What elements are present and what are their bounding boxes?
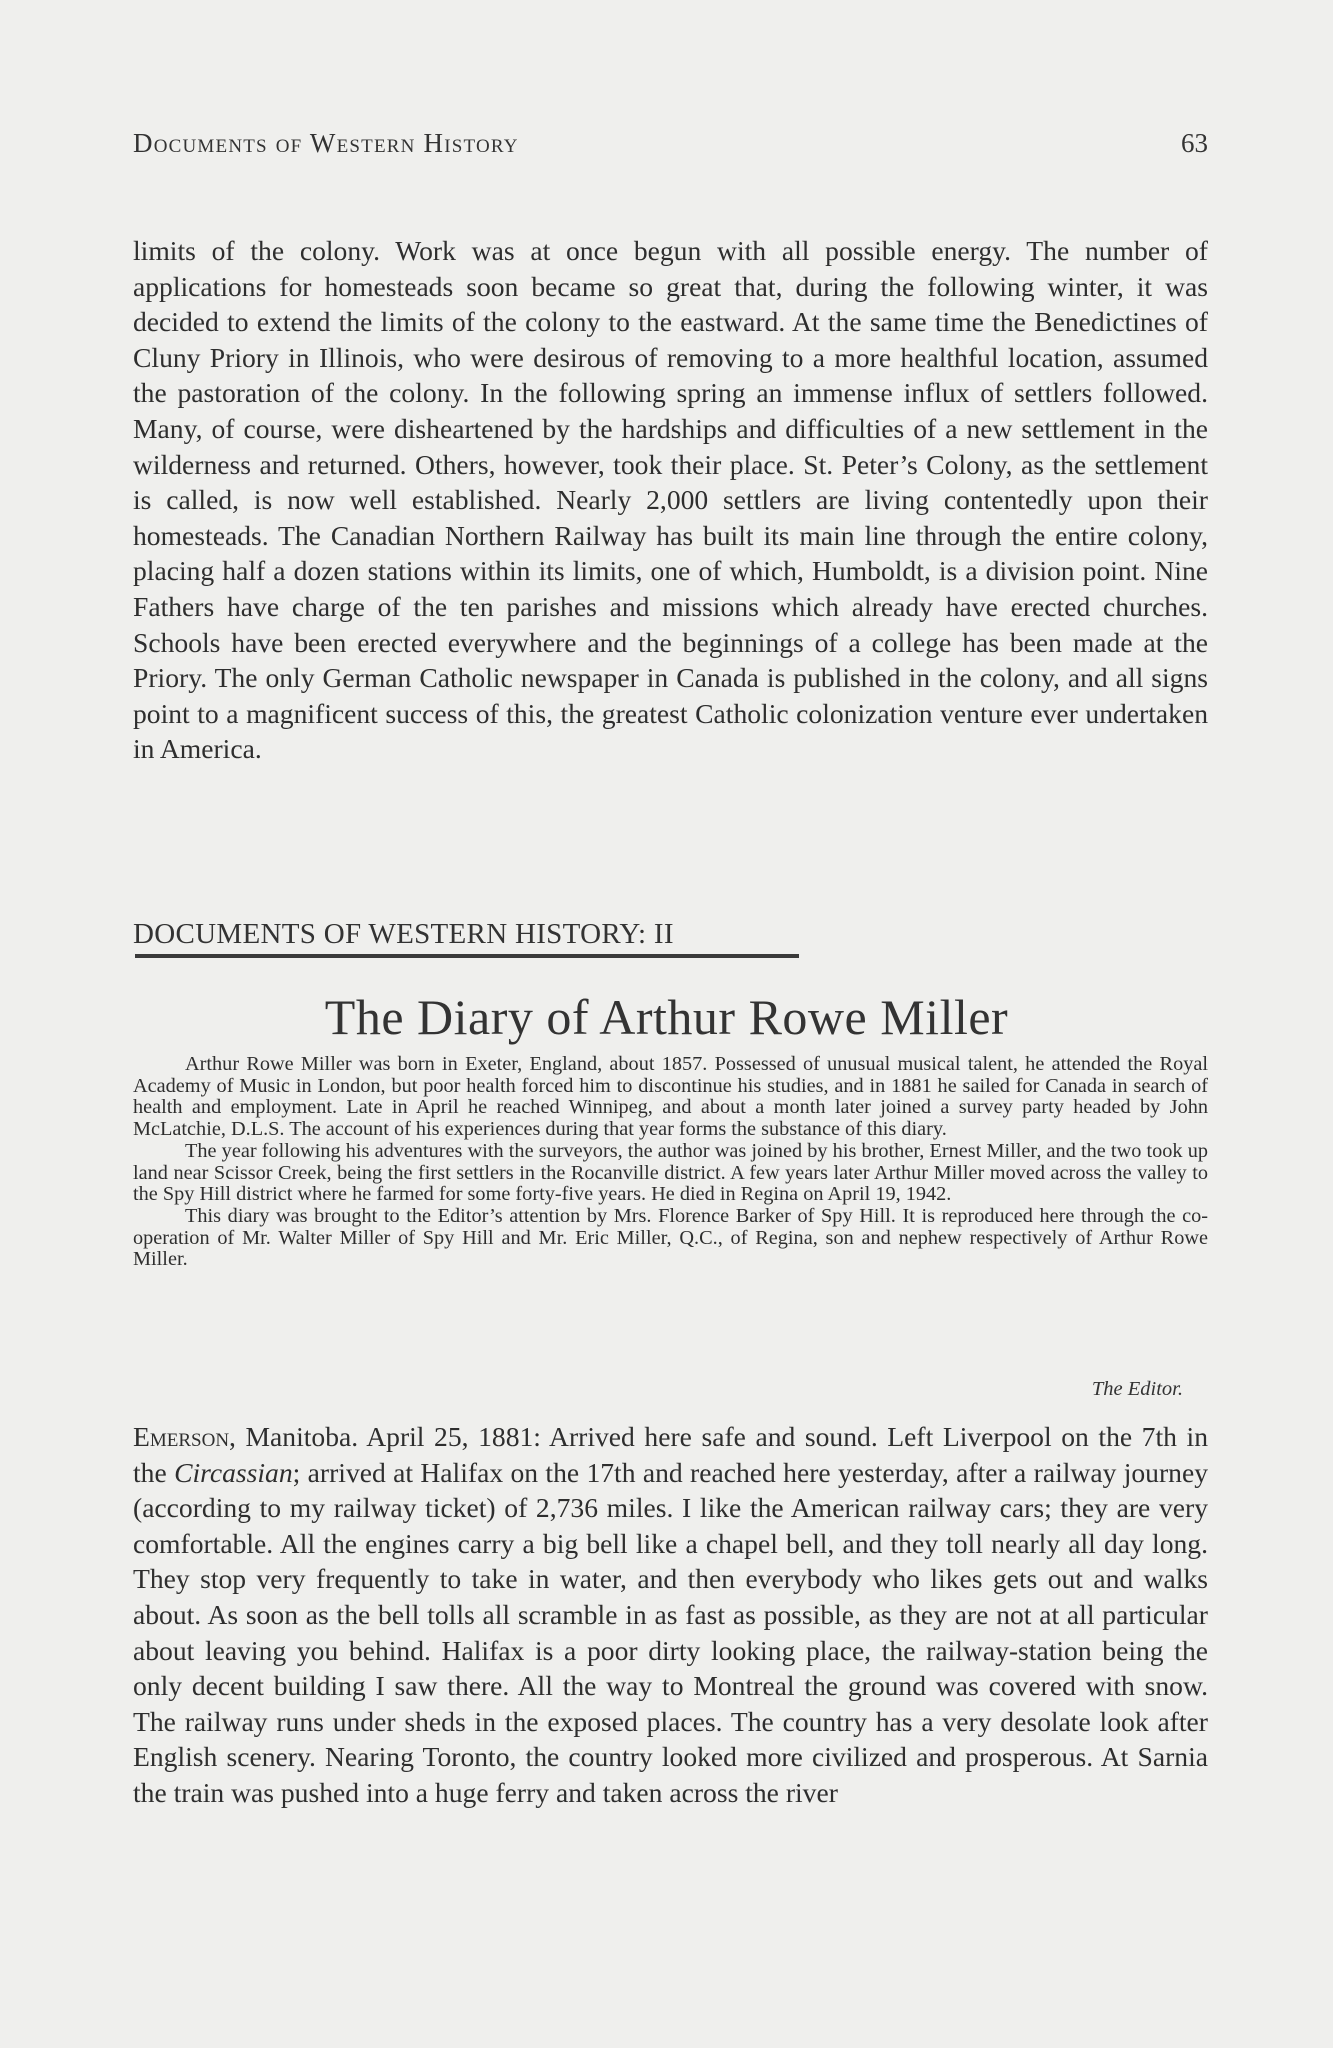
diary-paragraph bbox=[133, 1419, 1208, 1811]
diary-entry bbox=[133, 1419, 1208, 1811]
section-underline-rule bbox=[135, 954, 799, 958]
running-head-title: Documents of Western History bbox=[133, 128, 519, 158]
editor-introduction bbox=[133, 1054, 1208, 1271]
intro-paragraph: The year following his adventures with the surveyors, the author was joined by his brother, Ernest Miller, and the two took up land near Scissor Creek, being the first settlers in the Rocanville district. A few years later Arthur Miller moved across the valley to the Spy Hill district where he farmed for some forty-five years. He died in Regina on April 19, 1942. bbox=[133, 1139, 1208, 1206]
intro-paragraph: This diary was brought to the Editor’s attention by Mrs. Florence Barker of Spy Hill. It is reproduced here through the co-operation of Mr. Walter Miller of Spy Hill and Mr. Eric Miller, Q.C., of Regina, son and nephew respectively of Arthur Rowe Miller. bbox=[133, 1204, 1208, 1271]
paragraph-text: limits of the colony. Work was at once begun with all possible energy. The number of applications for homesteads soon became so great that, during the following winter, it was decided to extend the limits of the colony to the eastward. At the same time the Benedictines of Cluny Priory in Illinois, who were desirous of removing to a more healthful location, assumed the pastoration of the colony. In the following spring an immense influx of settlers followed. Many, of course, were disheartened by the hardships and difficulties of a new settlement in the wilderness and returned. Others, however, took their place. St. Peter’s Colony, as the settlement is called, is now well established. Nearly 2,000 settlers are living contentedly upon their homesteads. The Canadian Northern Railway has built its main line through the entire colony, placing half a dozen stations within its limits, one of which, Humboldt, is a division point. Nine Fathers have charge of the ten parishes and missions which already have erected churches. Schools have been erected everywhere and the beginnings of a college has been made at the Priory. The only German Catholic newspaper in Canada is published in the colony, and all signs point to a magnificent success of this, the greatest Catholic colonization venture ever undertaken in America. bbox=[133, 235, 1208, 765]
article-title: The Diary of Arthur Rowe Miller bbox=[324, 989, 1009, 1045]
intro-paragraph: Arthur Rowe Miller was born in Exeter, England, about 1857. Possessed of unusual musical talent, he attended the Royal Academy of Music in London, but poor health forced him to discontinue his studies, and in 1881 he sailed for Canada in search of health and employment. Late in April he reached Winnipeg, and about a month later joined a survey party headed by John McLatchie, D.L.S. The account of his experiences during that year forms the substance of this diary. bbox=[133, 1053, 1208, 1141]
diary-place: Emerson bbox=[133, 1421, 230, 1452]
diary-dateline: , Manitoba. April 25, 1881: Arrived here safe and sound. Left Liverpool on the 7th in the bbox=[133, 1421, 1208, 1488]
editor-signature: The Editor. bbox=[1091, 1378, 1183, 1400]
page-number: 63 bbox=[1181, 128, 1208, 158]
section-heading: DOCUMENTS OF WESTERN HISTORY: II bbox=[133, 918, 674, 950]
running-head bbox=[133, 128, 1208, 168]
diary-text: ; arrived at Halifax on the 17th and reached here yesterday, after a railway journey (according to my railway ticket) of 2,736 miles. I like the American railway cars; they are very comfortable. All the engines carry a big bell like a chapel bell, and they toll nearly all day long. They stop very frequently to take in water, and then everybody who likes gets out and walks about. As soon as the bell tolls all scramble in as fast as possible, as they are not at all particular about leaving you behind. Halifax is a poor dirty looking place, the railway-station being the only decent building I saw there. All the way to Montreal the ground was covered with snow. The railway runs under sheds in the exposed places. The country has a very desolate look after English scenery. Nearing Toronto, the country looked more civilized and prosperous. At Sarnia the train was pushed into a huge ferry and taken across the river bbox=[133, 1456, 1209, 1808]
continued-paragraph bbox=[133, 233, 1208, 767]
ship-name: Circassian bbox=[174, 1456, 293, 1488]
